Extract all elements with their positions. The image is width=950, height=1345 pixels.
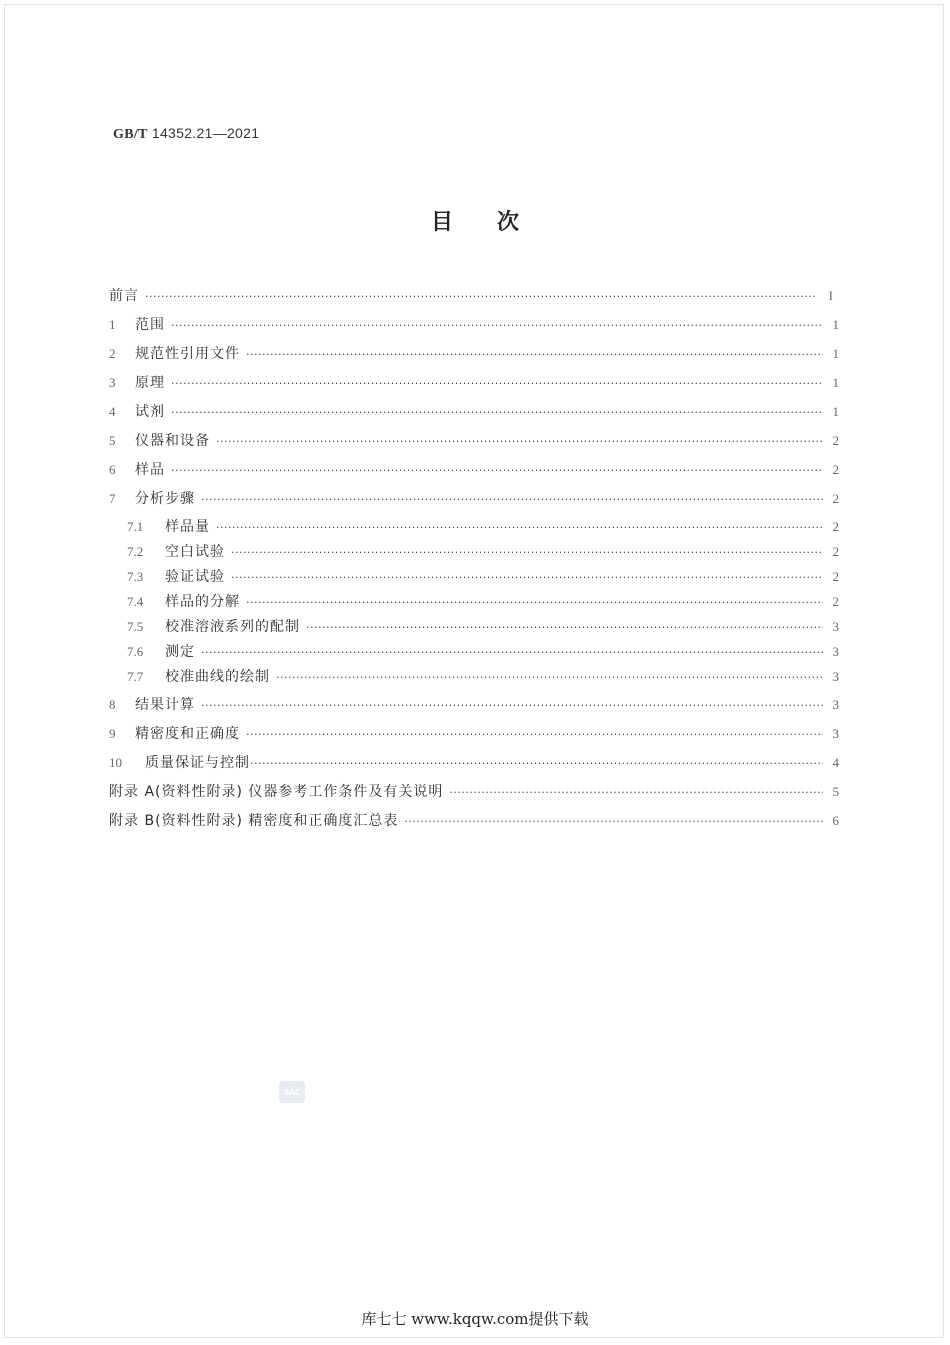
toc-page-number: 3 — [832, 644, 839, 659]
toc-entry-10[interactable] — [109, 754, 839, 773]
toc-heading: 目次 — [430, 210, 563, 235]
toc-number: 7.3 — [127, 569, 144, 584]
toc-entry-9[interactable] — [109, 725, 839, 744]
toc-entry-7[interactable] — [109, 490, 839, 509]
toc-leader — [171, 375, 823, 393]
toc-page-number: 1 — [832, 317, 839, 332]
doc-prefix: GB/T — [113, 127, 148, 142]
toc-page-number: 5 — [832, 784, 839, 799]
toc-leader — [246, 346, 823, 364]
toc-label: 结果计算 — [135, 697, 195, 713]
toc-annex-number: 附录 B — [109, 813, 156, 829]
toc-page-number: 3 — [832, 726, 839, 741]
toc-entry-7-2[interactable] — [127, 543, 839, 562]
toc-label: 样品量 — [165, 519, 210, 535]
toc-page-number: I — [828, 288, 833, 303]
toc-page-number: 2 — [832, 544, 839, 559]
toc-label: 验证试验 — [165, 569, 225, 585]
toc-label: 分析步骤 — [135, 491, 195, 507]
toc-page-number: 2 — [832, 433, 839, 448]
toc-page-number: 1 — [832, 346, 839, 361]
toc-number: 7.4 — [127, 594, 144, 609]
toc-number: 9 — [109, 726, 116, 741]
toc-number: 7.2 — [127, 544, 144, 559]
toc-page-number: 2 — [832, 491, 839, 506]
toc-page-number: 4 — [832, 755, 839, 770]
toc-number: 7.1 — [127, 519, 144, 534]
toc-leader — [449, 784, 823, 802]
toc-entry-7-1[interactable] — [127, 518, 839, 537]
toc-label: 试剂 — [135, 404, 165, 420]
toc-label: (资料性附录) 精密度和正确度汇总表 — [155, 813, 399, 829]
table-of-contents — [5, 5, 945, 1339]
toc-number: 7.6 — [127, 644, 144, 659]
toc-entry-2[interactable] — [109, 345, 839, 364]
toc-entry-7-5[interactable] — [127, 618, 839, 637]
toc-leader — [250, 755, 823, 773]
toc-page-number: 3 — [832, 669, 839, 684]
toc-label: 样品的分解 — [165, 594, 240, 610]
toc-number: 7 — [109, 491, 116, 506]
toc-annex-number: 附录 A — [109, 784, 156, 800]
toc-entry-7-7[interactable] — [127, 668, 839, 687]
document-page — [4, 4, 944, 1338]
toc-number: 7.5 — [127, 619, 144, 634]
toc-label: 样品 — [135, 462, 165, 478]
toc-entry-foreword[interactable] — [109, 287, 833, 306]
toc-number: 4 — [109, 404, 116, 419]
toc-leader — [171, 462, 823, 480]
toc-label: 空白试验 — [165, 544, 225, 560]
sac-logo-text: SAC — [283, 1087, 301, 1097]
toc-entry-5[interactable] — [109, 432, 839, 451]
toc-label: 前言 — [109, 288, 139, 304]
toc-leader — [201, 491, 823, 509]
toc-number: 8 — [109, 697, 116, 712]
toc-leader — [216, 433, 823, 451]
toc-entry-7-4[interactable] — [127, 593, 839, 612]
toc-leader — [145, 288, 817, 306]
doc-number: 14352.21—2021 — [151, 125, 260, 141]
toc-entry-7-6[interactable] — [127, 643, 839, 662]
toc-page-number: 2 — [832, 519, 839, 534]
toc-number: 10 — [109, 755, 122, 770]
toc-entry-4[interactable] — [109, 403, 839, 422]
toc-leader — [171, 404, 823, 422]
toc-label: 规范性引用文件 — [135, 346, 240, 362]
toc-page-number: 1 — [832, 404, 839, 419]
toc-leader — [306, 619, 823, 637]
toc-number: 7.7 — [127, 669, 144, 684]
toc-page-number: 2 — [832, 462, 839, 477]
toc-label: 精密度和正确度 — [135, 726, 240, 742]
toc-leader — [276, 669, 823, 687]
toc-label: 质量保证与控制 — [145, 755, 250, 771]
toc-page-number: 6 — [832, 813, 839, 828]
toc-entry-annex-a[interactable] — [109, 783, 839, 802]
toc-leader — [246, 594, 823, 612]
toc-page-number: 1 — [832, 375, 839, 390]
toc-number: 2 — [109, 346, 116, 361]
toc-page-number: 2 — [832, 569, 839, 584]
toc-entry-7-3[interactable] — [127, 568, 839, 587]
toc-leader — [216, 519, 823, 537]
toc-number: 3 — [109, 375, 116, 390]
toc-leader — [231, 544, 823, 562]
toc-leader — [246, 726, 823, 744]
toc-entry-annex-b[interactable] — [109, 812, 839, 831]
download-footer: 库七七 www.kqqw.com提供下载 — [361, 1310, 589, 1328]
toc-leader — [404, 813, 823, 831]
toc-entry-3[interactable] — [109, 374, 839, 393]
toc-label: (资料性附录) 仪器参考工作条件及有关说明 — [155, 784, 444, 800]
toc-leader — [231, 569, 823, 587]
toc-label: 仪器和设备 — [135, 433, 210, 449]
toc-label: 范围 — [135, 317, 165, 333]
toc-number: 1 — [109, 317, 116, 332]
toc-page-number: 3 — [832, 619, 839, 634]
toc-entry-6[interactable] — [109, 461, 839, 480]
toc-leader — [201, 644, 823, 662]
toc-number: 5 — [109, 433, 116, 448]
toc-leader — [171, 317, 823, 335]
toc-page-number: 2 — [832, 594, 839, 609]
toc-label: 校准曲线的绘制 — [165, 669, 270, 685]
sac-watermark-logo — [279, 1081, 305, 1103]
toc-label: 测定 — [165, 644, 195, 660]
toc-page-number: 3 — [832, 697, 839, 712]
toc-number: 6 — [109, 462, 116, 477]
toc-leader — [201, 697, 823, 715]
toc-entry-1[interactable] — [109, 316, 839, 335]
toc-label: 原理 — [135, 375, 165, 391]
toc-entry-8[interactable] — [109, 696, 839, 715]
toc-label: 校准溶液系列的配制 — [165, 619, 300, 635]
